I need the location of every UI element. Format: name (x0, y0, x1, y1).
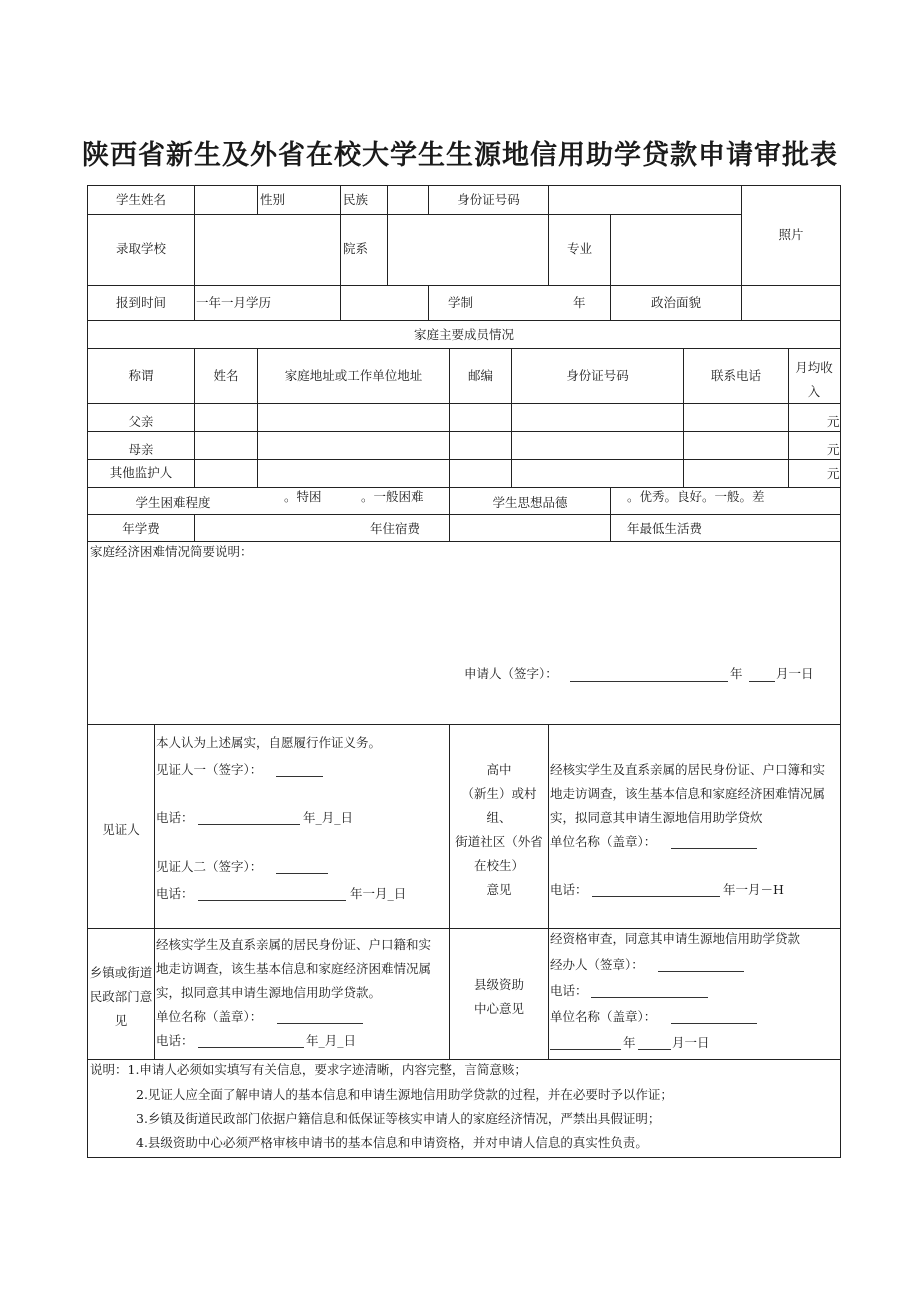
note-line-4: 4.县级资助中心必须严格审核申请书的基本信息和申请资格，并对申请人信息的真实性负责。 (136, 1135, 648, 1150)
row-line (87, 431, 841, 432)
row-line (87, 928, 841, 929)
county-date-year: 年 (623, 1035, 636, 1050)
major-label: 专业 (566, 241, 592, 256)
moral-options[interactable]: 。优秀。良好。一般。差 (627, 489, 765, 504)
town-opinion-label: 乡镇或街道 (89, 965, 153, 980)
witness2-phone-line[interactable] (198, 900, 346, 901)
row-line (87, 320, 841, 321)
family-header-relation: 称谓 (128, 368, 154, 383)
witness2-phone-label: 电话： (156, 886, 194, 901)
family-yuan-unit: 元 (827, 414, 840, 429)
town-opinion-text: 经核实学生及直系亲属的居民身份证、户口籍和实 (156, 937, 432, 952)
id-number-label: 身份证号码 (457, 192, 520, 207)
county-unit-line[interactable] (671, 1023, 757, 1024)
school-phone-line[interactable] (592, 896, 720, 897)
difficulty-option-special[interactable]: 。特困 (284, 489, 322, 504)
county-opinion-label: 中心意见 (473, 1001, 524, 1016)
school-phone-label: 电话： (550, 882, 588, 897)
witness1-sign-label: 见证人一（签字）： (156, 762, 263, 777)
applicant-date-year: 年 (730, 666, 743, 681)
department-label: 院系 (343, 241, 369, 256)
col-line (610, 487, 611, 541)
town-unit-label: 单位名称（盖章）： (156, 1009, 263, 1024)
study-years-unit: 年 (573, 295, 586, 310)
row-line (87, 403, 841, 404)
family-member-guardian: 其他监护人 (109, 465, 173, 480)
school-opinion-label: 组、 (486, 810, 512, 825)
col-line (788, 348, 789, 487)
family-member-mother: 母亲 (128, 442, 154, 457)
moral-label: 学生思想品德 (492, 495, 568, 510)
county-opinion-text: 经资格审查，同意其申请生源地信用助学贷款 (550, 931, 801, 946)
county-phone-line[interactable] (591, 997, 708, 998)
row-line (87, 1059, 841, 1060)
difficulty-option-general[interactable]: 。一般困难 (361, 489, 424, 504)
witness-statement: 本人认为上述属实，自愿履行作证义务。 (156, 735, 382, 750)
student-name-label: 学生姓名 (115, 192, 166, 207)
political-status-label: 政治面貌 (650, 295, 701, 310)
row-line (87, 459, 841, 460)
applicant-sign-line[interactable] (570, 681, 728, 682)
school-opinion-text: 经核实学生及直系亲属的居民身份证、户口簿和实 (550, 762, 826, 777)
town-phone-label: 电话： (156, 1033, 194, 1048)
col-line (428, 285, 429, 320)
study-system-label: 学制 (448, 295, 474, 310)
applicant-sign-label: 申请人（签字）： (464, 666, 558, 681)
family-difficulty-explain-label: 家庭经济困难情况简要说明： (90, 544, 253, 559)
witness1-phone-line[interactable] (198, 824, 300, 825)
town-phone-line[interactable] (198, 1047, 304, 1048)
education-input[interactable] (341, 286, 428, 320)
row-line (87, 724, 841, 725)
col-line (548, 724, 549, 1059)
major-input[interactable] (611, 215, 741, 285)
school-opinion-label: （新生）或村 (461, 786, 537, 801)
school-unit-line[interactable] (671, 848, 757, 849)
town-opinion-text: 地走访调查，该生基本信息和家庭经济困难情况属 (156, 961, 432, 976)
gender-input[interactable] (290, 186, 340, 214)
living-fee-label: 年最低生活费 (627, 521, 703, 536)
table-border-bottom (87, 1157, 841, 1158)
witness1-date: 年_月_日 (303, 810, 354, 825)
family-header-name: 姓名 (213, 368, 239, 383)
row-line (87, 285, 841, 286)
difficulty-label: 学生困难程度 (135, 495, 211, 510)
school-input[interactable] (195, 215, 340, 285)
ethnicity-input[interactable] (388, 186, 428, 214)
table-border-right (840, 185, 841, 1158)
col-line (194, 514, 195, 541)
school-opinion-text: 地走访调查，该生基本信息和家庭经济困难情况属 (550, 786, 826, 801)
report-time-value[interactable]: 一年一月学历 (196, 295, 272, 310)
family-header-postcode: 邮编 (467, 368, 493, 383)
row-line (87, 541, 841, 542)
family-section-title: 家庭主要成员情况 (413, 327, 514, 342)
county-opinion-label: 县级资助 (473, 977, 524, 992)
school-label: 录取学校 (115, 241, 166, 256)
gender-label: 性别 (260, 192, 286, 207)
applicant-date-month-line[interactable] (749, 681, 775, 682)
school-unit-label: 单位名称（盖章）： (550, 834, 657, 849)
family-yuan-unit: 元 (827, 466, 840, 481)
form-title: 陕西省新生及外省在校大学生生源地信用助学贷款申请审批表 (82, 140, 838, 171)
row-line (87, 487, 841, 488)
county-agent-label: 经办人（签章）： (550, 957, 644, 972)
applicant-date-month-day: 月一日 (776, 666, 814, 681)
report-time-label: 报到时间 (115, 295, 166, 310)
county-phone-label: 电话： (550, 983, 588, 998)
explanation-textarea[interactable] (88, 562, 840, 657)
note-line-1: 说明：1.申请人必须如实填写有关信息，要求字迹清晰，内容完整，言简意赅； (90, 1062, 527, 1077)
col-line (154, 724, 155, 1059)
department-input[interactable] (388, 215, 548, 285)
county-date-year-line[interactable] (550, 1049, 621, 1050)
county-agent-line[interactable] (658, 971, 744, 972)
family-header-address: 家庭地址或工作单位地址 (284, 368, 423, 383)
row-line (87, 348, 841, 349)
witness1-phone-label: 电话： (156, 810, 194, 825)
school-opinion-label: 高中 (486, 762, 512, 777)
witness-label: 见证人 (102, 822, 140, 837)
student-name-input[interactable] (195, 186, 257, 214)
witness2-sign-label: 见证人二（签字）： (156, 859, 263, 874)
town-opinion-text: 实，拟同意其申请生源地信用助学贷款。 (156, 985, 382, 1000)
ethnicity-label: 民族 (343, 192, 369, 207)
school-opinion-label: 街道社区（外省 (455, 834, 543, 849)
photo-box[interactable]: 照片 (778, 227, 804, 242)
school-date: 年一月－H (723, 882, 784, 897)
witness2-sign-line[interactable] (276, 873, 328, 874)
note-line-2: 2.见证人应全面了解申请人的基本信息和申请生源地信用助学贷款的过程，并在必要时予以作证； (136, 1087, 673, 1102)
housing-fee-label: 年住宿费 (370, 521, 421, 536)
family-member-father: 父亲 (128, 414, 154, 429)
witness1-sign-line[interactable] (276, 776, 323, 777)
family-header-income: 月均收入 (795, 360, 833, 399)
town-opinion-label: 见 (114, 1013, 128, 1028)
political-status-input[interactable] (742, 286, 840, 320)
town-unit-line[interactable] (277, 1023, 363, 1024)
col-line (257, 185, 258, 215)
witness2-date: 年一月_日 (350, 886, 407, 901)
row-line (87, 514, 841, 515)
family-header-id: 身份证号码 (566, 368, 629, 383)
county-unit-label: 单位名称（盖章）： (550, 1009, 657, 1024)
family-yuan-unit: 元 (827, 442, 840, 457)
school-opinion-label: 在校生） (473, 858, 524, 873)
school-opinion-label: 意见 (486, 882, 512, 897)
tuition-label: 年学费 (122, 521, 160, 536)
family-header-phone: 联系电话 (710, 368, 761, 383)
county-date-month-day: 月一日 (672, 1035, 710, 1050)
town-opinion-label: 民政部门意 (89, 989, 153, 1004)
note-line-3: 3.乡镇及街道民政部门依据户籍信息和低保证等核实申请人的家庭经济情况，严禁出具假证明； (136, 1111, 661, 1126)
town-date: 年_月_日 (306, 1033, 357, 1048)
school-opinion-text: 实，拟同意其申请生源地信用助学贷炊 (550, 810, 763, 825)
id-number-input[interactable] (549, 186, 741, 214)
county-date-month-line[interactable] (638, 1049, 671, 1050)
